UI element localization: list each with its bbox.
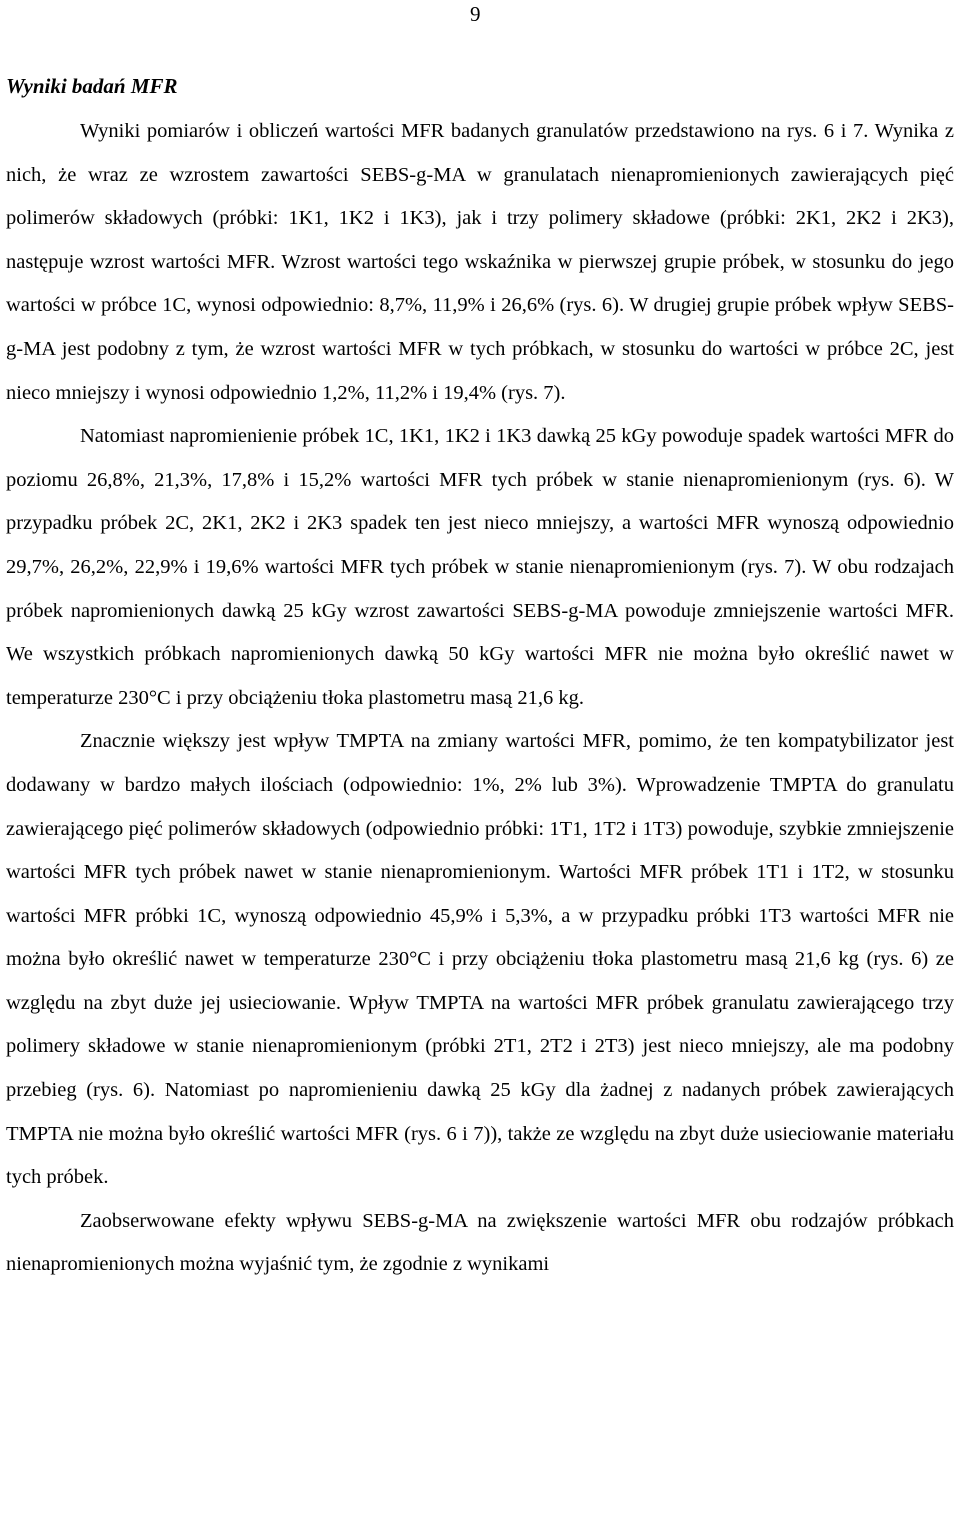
section-title: Wyniki badań MFR <box>6 74 178 98</box>
paragraph-1: Wyniki pomiarów i obliczeń wartości MFR badanych granulatów przedstawiono na rys. 6 i 7. Wynika z nich, że wraz ze wzrostem zawartości SEBS-g-MA w granulatach nienapromienionych zawierających pięć polimerów składowych (próbki: 1K1, 1K2 i 1K3), jak i trzy polimery składowe (próbki: 2K1, 2K2 i 2K3), następuje wzrost wartości MFR. Wzrost wartości tego wskaźnika w pierwszej grupie próbek, w stosunku do jego wartości w próbce 1C, wynosi odpowiednio: 8,7%, 11,9% i 26,6% (rys. 6). W drugiej grupie próbek wpływ SEBS-g-MA jest podobny z tym, że wzrost wartości MFR w tych próbkach, w stosunku do wartości w próbce 2C, jest nieco mniejszy i wynosi odpowiednio 1,2%, 11,2% i 19,4% (rys. 7). <box>6 120 954 404</box>
paragraph-4: Zaobserwowane efekty wpływu SEBS-g-MA na zwiększenie wartości MFR obu rodzajów próbkach nienapromienionych można wyjaśnić tym, że zgodnie z wynikami <box>6 1209 954 1276</box>
paragraph-3: Znacznie większy jest wpływ TMPTA na zmiany wartości MFR, pomimo, że ten kompatybilizator jest dodawany w bardzo małych ilościach (odpowiednio: 1%, 2% lub 3%). Wprowadzenie TMPTA do granulatu zawierającego pięć polimerów składowych (odpowiednio próbki: 1T1, 1T2 i 1T3) powoduje, szybkie zmniejszenie wartości MFR tych próbek nawet w stanie nienapromienionym. Wartości MFR próbek 1T1 i 1T2, w stosunku wartości MFR próbki 1C, wynoszą odpowiednio 45,9% i 5,3%, a w przypadku próbki 1T3 wartości MFR nie można było określić nawet w temperaturze 230°C i przy obciążeniu tłoka plastometru masą 21,6 kg (rys. 6) ze względu na zbyt duże jej usieciowanie. Wpływ TMPTA na wartości MFR próbek granulatu zawierającego trzy polimery składowe w stanie nienapromienionym (próbki 2T1, 2T2 i 2T3) jest nieco mniejszy, ale ma podobny przebieg (rys. 6). Natomiast po napromienieniu dawką 25 kGy dla żadnej z nadanych próbek zawierających TMPTA nie można było określić wartości MFR (rys. 6 i 7)), także ze względu na zbyt duże usieciowanie materiału tych próbek. <box>6 730 954 1189</box>
paragraph-2: Natomiast napromienienie próbek 1C, 1K1, 1K2 i 1K3 dawką 25 kGy powoduje spadek wartości MFR do poziomu 26,8%, 21,3%, 17,8% i 15,2% wartości MFR tych próbek w stanie nienapromienionym (rys. 6). W przypadku próbek 2C, 2K1, 2K2 i 2K3 spadek ten jest nieco mniejszy, a wartości MFR wynoszą odpowiednio 29,7%, 26,2%, 22,9% i 19,6% wartości MFR tych próbek w stanie nienapromienionym (rys. 7). W obu rodzajach próbek napromienionych dawką 25 kGy wzrost zawartości SEBS-g-MA powoduje zmniejszenie wartości MFR. We wszystkich próbkach napromienionych dawką 50 kGy wartości MFR nie można było określić nawet w temperaturze 230°C i przy obciążeniu tłoka plastometru masą 21,6 kg. <box>6 425 954 709</box>
body-text <box>6 110 954 1287</box>
page-number: 9 <box>470 2 481 26</box>
